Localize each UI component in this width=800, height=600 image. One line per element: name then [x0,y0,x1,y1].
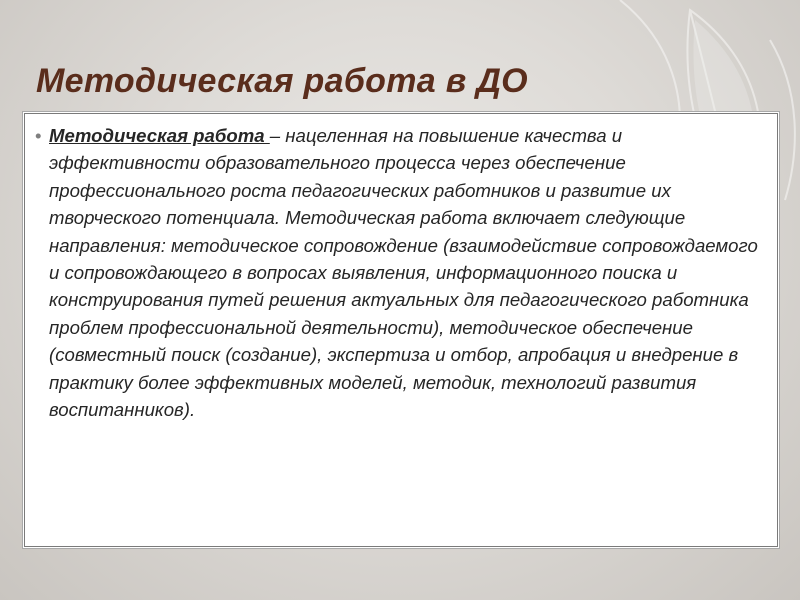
defined-term: Методическая работа [49,125,270,146]
definition-paragraph [35,122,767,423]
content-box [24,113,778,547]
slide-title: Методическая работа в ДО [36,62,528,100]
bullet-icon: • [35,125,42,146]
definition-text: – нацеленная на повышение качества и эффективности образовательного процесса через обеспечение профессионального роста педагогических работников и развитие их творческого потенциала. Методическая работа включает следующие направления: методическое сопровождение (взаимодействие сопровождаемого и сопровождающего в вопросах выявления, информационного поиска и конструирования путей решения актуальных для педагогического работника проблем профессиональной деятельности), методическое обеспечение (совместный поиск (создание), экспертиза и отбор, апробация и внедрение в практику более эффективных моделей, методик, технологий развития воспитанников). [49,125,758,421]
